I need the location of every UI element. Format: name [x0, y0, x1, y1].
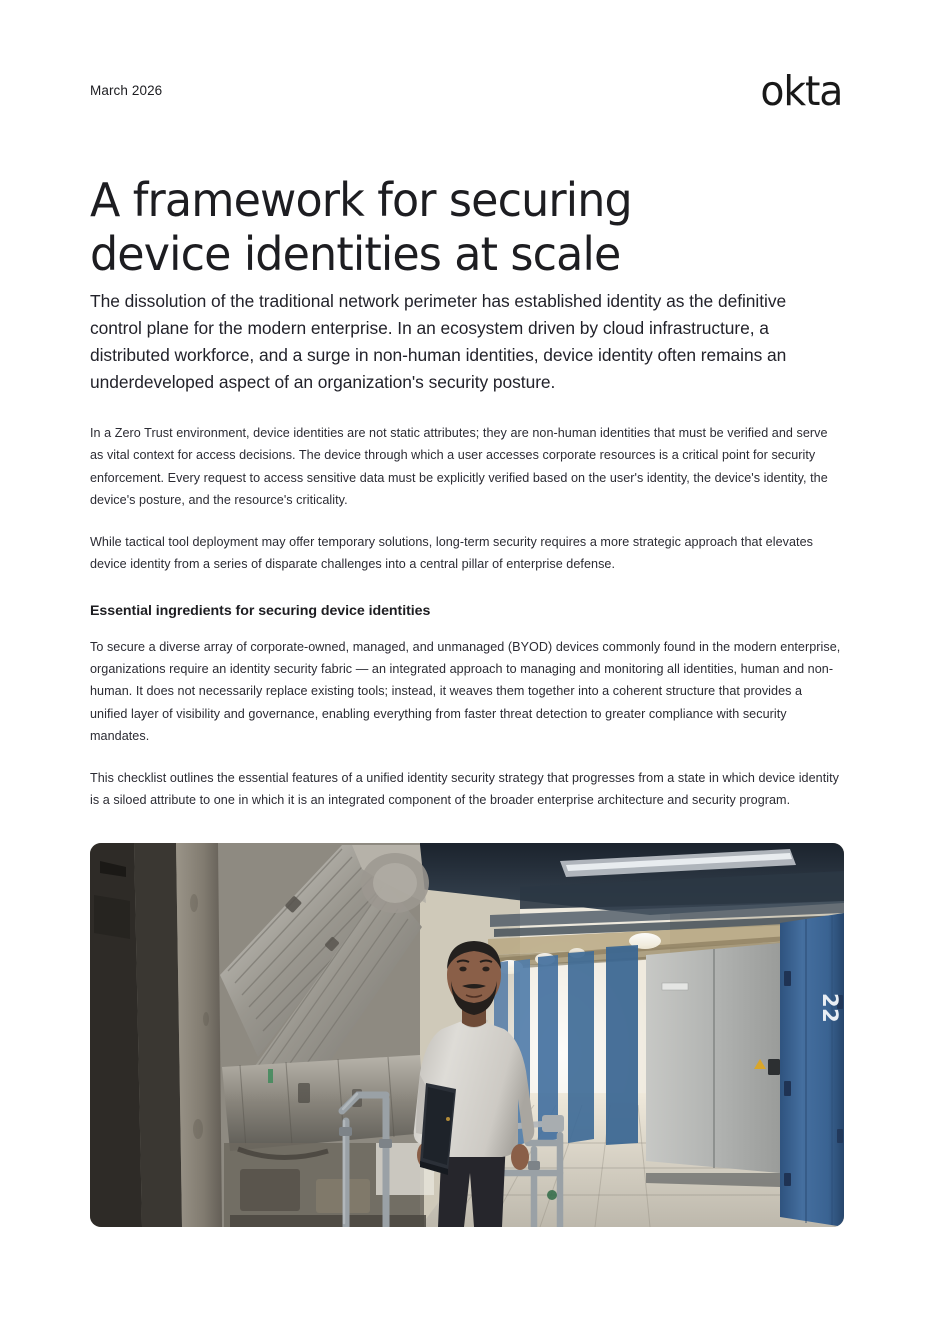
body-paragraph-2: While tactical tool deployment may offer temporary solutions, long-term security requires a more strategic approach that elevates device identity from a series of disparate challenges into a central pillar of enterprise defense. — [90, 534, 813, 571]
lead-paragraph: The dissolution of the traditional network perimeter has established identity as the definitive control plane for the modern enterprise. In an ecosystem driven by cloud infrastructure, a distributed workforce, and a surge in non-human identities, device identity often remains an underdeveloped aspect of an organization's security posture. — [90, 291, 787, 392]
body-paragraph-1: In a Zero Trust environment, device identities are not static attributes; they are non-human identities that must be verified and serve as vital context for access decisions. The device through which a user accesses corporate resources is a critical point for security enforcement. Every request to access sensitive data must be explicitly verified based on the user's identity, the device's identity, the device's posture, and the resource's criticality. — [90, 425, 828, 508]
body-paragraph-3: To secure a diverse array of corporate-owned, managed, and unmanaged (BYOD) devices commonly found in the modern enterprise, organizations require an identity security fabric — an integrated approach to managing and monitoring all identities, human and non-human. It does not necessarily replace existing tools; instead, it weaves them together into a coherent structure that provides a unified layer of visibility and governance, enabling everything from faster threat detection to greater compliance with security mandates. — [90, 639, 841, 744]
hero-photo — [90, 843, 844, 1227]
page-title-line-2: device identities at scale — [90, 227, 621, 282]
document-date: March 2026 — [90, 83, 163, 98]
cabinet-number-label: 22 — [818, 993, 842, 1024]
page-title-line-1: A framework for securing — [90, 172, 632, 227]
body-paragraph-4: This checklist outlines the essential features of a unified identity security strategy that progresses from a state in which device identity is a siloed attribute to one in which it is an integrated component of the broader enterprise architecture and security program. — [90, 770, 839, 808]
okta-logo: okta — [760, 67, 842, 115]
hero-photo-illustration — [90, 843, 844, 1227]
section-heading: Essential ingredients for securing device identities — [90, 603, 431, 620]
page-title — [90, 173, 823, 282]
document-header — [90, 67, 842, 116]
document-body — [90, 288, 842, 830]
